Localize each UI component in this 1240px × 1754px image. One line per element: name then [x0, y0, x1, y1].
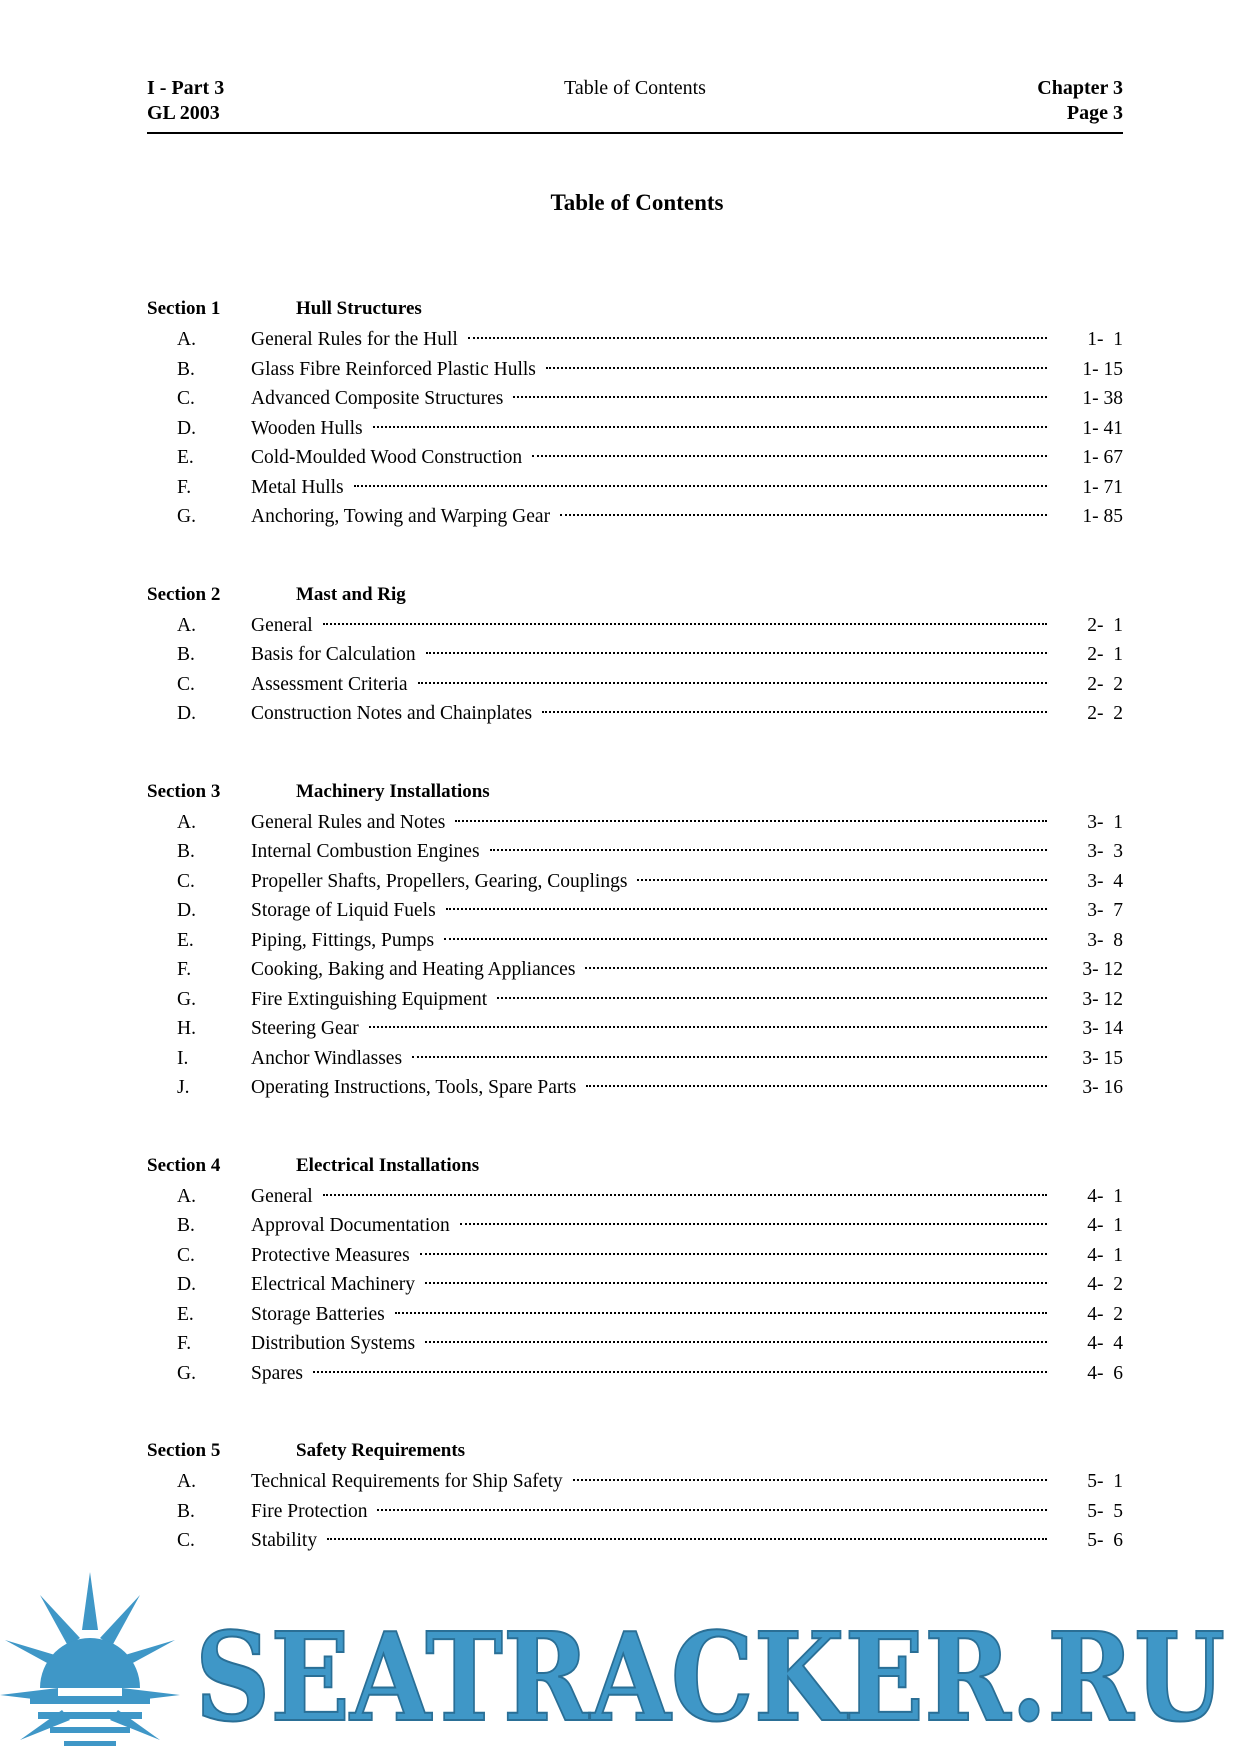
- toc-entry[interactable]: [147, 443, 1123, 473]
- entry-letter: B.: [177, 1500, 195, 1522]
- dot-leader: [323, 623, 1047, 625]
- section-heading: [147, 1435, 1123, 1467]
- section-title: Electrical Installations: [296, 1154, 480, 1176]
- entry-title-line: [251, 1497, 1047, 1527]
- entry-page: 1- 41: [1082, 417, 1123, 439]
- section-number: Section 4: [147, 1154, 221, 1176]
- entry-letter: A.: [177, 811, 196, 833]
- dot-leader: [637, 879, 1047, 881]
- entry-title-line: [251, 1526, 1047, 1556]
- entry-page: 1- 85: [1082, 506, 1123, 527]
- sun-icon: [0, 1572, 180, 1746]
- dot-leader: [327, 1538, 1047, 1540]
- entry-letter: B.: [177, 841, 195, 862]
- entry-page: 4- 2: [1087, 1303, 1123, 1325]
- entry-title: Spares: [251, 1362, 303, 1384]
- page-header: [147, 76, 1123, 134]
- toc-entry[interactable]: [147, 1270, 1123, 1300]
- section-number: Section 5: [147, 1440, 221, 1461]
- toc-section: [147, 579, 1123, 729]
- entry-page: 3- 3: [1087, 841, 1123, 862]
- toc-entry[interactable]: [147, 699, 1123, 729]
- entry-page: 1- 15: [1082, 358, 1123, 380]
- dot-leader: [586, 1085, 1047, 1087]
- entry-page: 4- 1: [1087, 1215, 1123, 1236]
- entry-letter: D.: [177, 703, 196, 724]
- entry-page: 2- 2: [1087, 673, 1123, 695]
- entry-title: Protective Measures: [251, 1244, 410, 1266]
- entry-title: Cold-Moulded Wood Construction: [251, 447, 523, 468]
- entry-page: 4- 1: [1087, 1185, 1123, 1207]
- entry-title: Technical Requirements for Ship Safety: [251, 1471, 563, 1492]
- toc-entry[interactable]: [147, 473, 1123, 503]
- entry-title-line: [251, 808, 1047, 838]
- dot-leader: [377, 1509, 1047, 1511]
- header-page: Page 3: [1066, 102, 1123, 124]
- toc-entry[interactable]: [147, 985, 1123, 1015]
- watermark-text: SEATRACKER.RU: [195, 1605, 1225, 1749]
- dot-leader: [446, 908, 1047, 910]
- entry-title: Distribution Systems: [251, 1333, 416, 1354]
- section-heading: [147, 293, 1123, 325]
- entry-page: 3- 4: [1087, 870, 1123, 892]
- dot-leader: [426, 652, 1047, 654]
- toc-entry[interactable]: [147, 896, 1123, 926]
- toc-entry[interactable]: [147, 837, 1123, 867]
- entry-letter: I.: [177, 1047, 189, 1069]
- dot-leader: [585, 967, 1047, 969]
- entry-title: Fire Extinguishing Equipment: [251, 988, 488, 1010]
- entry-title-line: [251, 985, 1047, 1015]
- entry-title-line: [251, 325, 1047, 355]
- entry-title-line: [251, 1073, 1047, 1103]
- toc-entry[interactable]: [147, 502, 1123, 532]
- entry-title: Fire Protection: [251, 1500, 368, 1522]
- entry-page: 3- 14: [1082, 1018, 1123, 1039]
- entry-page: 2- 1: [1087, 614, 1123, 636]
- toc-entry[interactable]: [147, 1300, 1123, 1330]
- section-title: Safety Requirements: [296, 1440, 466, 1461]
- section-number: Section 3: [147, 780, 221, 802]
- entry-title: Steering Gear: [251, 1018, 359, 1039]
- dot-leader: [532, 455, 1047, 457]
- entry-title: Storage of Liquid Fuels: [251, 900, 436, 921]
- dot-leader: [354, 485, 1047, 487]
- entry-page: 1- 71: [1082, 476, 1123, 498]
- entry-page: 3- 12: [1082, 988, 1123, 1010]
- entry-title: General Rules for the Hull: [251, 329, 458, 350]
- toc-entry[interactable]: [147, 355, 1123, 385]
- entry-title-line: [251, 1270, 1047, 1300]
- toc-entry[interactable]: [147, 955, 1123, 985]
- entry-title: Operating Instructions, Tools, Spare Parts: [251, 1077, 577, 1098]
- entry-letter: A.: [177, 1471, 196, 1492]
- section-title: Machinery Installations: [296, 780, 490, 802]
- entry-letter: F.: [177, 1333, 192, 1354]
- toc-entry[interactable]: [147, 1359, 1123, 1389]
- header-edition: GL 2003: [147, 102, 220, 124]
- entry-letter: D.: [177, 417, 196, 439]
- toc-entry[interactable]: [147, 808, 1123, 838]
- entry-title: Advanced Composite Structures: [251, 388, 504, 409]
- header-right: [1037, 76, 1123, 126]
- entry-page: 3- 1: [1087, 811, 1123, 833]
- toc-entry[interactable]: [147, 1182, 1123, 1212]
- entry-letter: A.: [177, 614, 196, 636]
- entry-letter: G.: [177, 506, 196, 527]
- entry-title-line: [251, 926, 1047, 956]
- entry-letter: D.: [177, 1274, 196, 1295]
- dot-leader: [542, 711, 1047, 713]
- toc-section: [147, 1435, 1123, 1556]
- toc-entry[interactable]: [147, 1526, 1123, 1556]
- toc-entry[interactable]: [147, 1497, 1123, 1527]
- entry-title: General: [251, 614, 313, 636]
- entry-letter: F.: [177, 959, 192, 980]
- entry-title: Propeller Shafts, Propellers, Gearing, Couplings: [251, 870, 628, 892]
- dot-leader: [323, 1194, 1047, 1196]
- entry-letter: C.: [177, 870, 195, 892]
- dot-leader: [497, 997, 1047, 999]
- toc-entry[interactable]: [147, 1014, 1123, 1044]
- entry-title-line: [251, 896, 1047, 926]
- entry-page: 2- 1: [1087, 644, 1123, 665]
- dot-leader: [418, 682, 1047, 684]
- toc-entry[interactable]: [147, 384, 1123, 414]
- toc-entry[interactable]: [147, 1211, 1123, 1241]
- entry-title-line: [251, 355, 1047, 385]
- dot-leader: [573, 1479, 1047, 1481]
- entry-letter: C.: [177, 673, 195, 695]
- entry-title: Anchor Windlasses: [251, 1047, 403, 1069]
- entry-page: 3- 15: [1082, 1047, 1123, 1069]
- entry-letter: C.: [177, 388, 195, 409]
- dot-leader: [420, 1253, 1047, 1255]
- entry-letter: B.: [177, 1215, 195, 1236]
- entry-title-line: [251, 502, 1047, 532]
- section-number: Section 2: [147, 583, 221, 605]
- dot-leader: [395, 1312, 1047, 1314]
- entry-title: Stability: [251, 1530, 318, 1551]
- entry-title: General Rules and Notes: [251, 811, 446, 833]
- entry-title-line: [251, 1044, 1047, 1074]
- entry-title-line: [251, 384, 1047, 414]
- section-heading: [147, 579, 1123, 611]
- entry-letter: A.: [177, 329, 196, 350]
- entry-title-line: [251, 611, 1047, 641]
- entry-letter: J.: [177, 1077, 190, 1098]
- toc-entry[interactable]: [147, 640, 1123, 670]
- toc-entry[interactable]: [147, 414, 1123, 444]
- entry-title-line: [251, 640, 1047, 670]
- entry-title: Anchoring, Towing and Warping Gear: [251, 506, 551, 527]
- entry-title-line: [251, 1467, 1047, 1497]
- entry-title: Approval Documentation: [251, 1215, 450, 1236]
- entry-page: 3- 7: [1087, 900, 1123, 921]
- watermark: [0, 1570, 1240, 1754]
- entry-page: 4- 1: [1087, 1244, 1123, 1266]
- entry-title: Basis for Calculation: [251, 644, 416, 665]
- entry-title-line: [251, 473, 1047, 503]
- entry-title-line: [251, 867, 1047, 897]
- entry-title-line: [251, 1359, 1047, 1389]
- entry-letter: E.: [177, 1303, 194, 1325]
- entry-title-line: [251, 1182, 1047, 1212]
- section-title: Hull Structures: [296, 298, 422, 319]
- entry-page: 1- 67: [1082, 447, 1123, 468]
- entry-letter: E.: [177, 447, 194, 468]
- entry-title: General: [251, 1185, 313, 1207]
- entry-letter: C.: [177, 1244, 195, 1266]
- toc-entry[interactable]: [147, 325, 1123, 355]
- entry-page: 4- 6: [1087, 1362, 1123, 1384]
- dot-leader: [490, 849, 1047, 851]
- entry-title: Wooden Hulls: [251, 417, 363, 439]
- toc-entry[interactable]: [147, 1241, 1123, 1271]
- entry-title-line: [251, 1014, 1047, 1044]
- section-heading: [147, 1150, 1123, 1182]
- entry-letter: D.: [177, 900, 196, 921]
- dot-leader: [444, 938, 1047, 940]
- dot-leader: [369, 1026, 1047, 1028]
- toc-entry[interactable]: [147, 867, 1123, 897]
- entry-title: Construction Notes and Chainplates: [251, 703, 533, 724]
- entry-page: 5- 6: [1087, 1530, 1123, 1551]
- entry-page: 3- 12: [1082, 959, 1123, 980]
- entry-title-line: [251, 1211, 1047, 1241]
- entry-letter: C.: [177, 1530, 195, 1551]
- entry-page: 3- 16: [1082, 1077, 1123, 1098]
- dot-leader: [455, 820, 1047, 822]
- entry-title-line: [251, 699, 1047, 729]
- toc-entry[interactable]: [147, 670, 1123, 700]
- toc-entry[interactable]: [147, 1329, 1123, 1359]
- dot-leader: [425, 1341, 1047, 1343]
- entry-page: 3- 8: [1087, 929, 1123, 951]
- entry-page: 5- 1: [1087, 1471, 1123, 1492]
- header-chapter: Chapter 3: [1037, 77, 1123, 99]
- entry-title-line: [251, 955, 1047, 985]
- dot-leader: [560, 514, 1047, 516]
- toc-section: [147, 776, 1123, 1103]
- entry-page: 1- 38: [1082, 388, 1123, 409]
- dot-leader: [425, 1282, 1047, 1284]
- entry-title: Metal Hulls: [251, 476, 344, 498]
- toc-section: [147, 1150, 1123, 1389]
- toc-section: [147, 293, 1123, 532]
- entry-title: Glass Fibre Reinforced Plastic Hulls: [251, 358, 536, 380]
- entry-letter: G.: [177, 988, 196, 1010]
- entry-title-line: [251, 1241, 1047, 1271]
- document-title: Table of Contents: [550, 190, 724, 215]
- entry-title: Internal Combustion Engines: [251, 841, 480, 862]
- toc-entry[interactable]: [147, 926, 1123, 956]
- entry-page: 4- 2: [1087, 1274, 1123, 1295]
- entry-title: Assessment Criteria: [251, 673, 408, 695]
- entry-title-line: [251, 837, 1047, 867]
- entry-letter: E.: [177, 929, 194, 951]
- section-number: Section 1: [147, 298, 221, 319]
- dot-leader: [546, 367, 1047, 369]
- entry-page: 4- 4: [1087, 1333, 1123, 1354]
- entry-title-line: [251, 414, 1047, 444]
- entry-title: Storage Batteries: [251, 1303, 385, 1325]
- entry-page: 2- 2: [1087, 703, 1123, 724]
- entry-letter: B.: [177, 358, 195, 380]
- dot-leader: [412, 1056, 1047, 1058]
- entry-letter: H.: [177, 1018, 196, 1039]
- entry-page: 5- 5: [1087, 1500, 1123, 1522]
- entry-title-line: [251, 443, 1047, 473]
- header-part: I - Part 3: [147, 77, 225, 99]
- dot-leader: [468, 337, 1047, 339]
- toc-entry[interactable]: [147, 1044, 1123, 1074]
- entry-title: Piping, Fittings, Pumps: [251, 929, 435, 951]
- toc-entry[interactable]: [147, 1073, 1123, 1103]
- dot-leader: [513, 396, 1047, 398]
- entry-letter: A.: [177, 1185, 196, 1207]
- entry-letter: B.: [177, 644, 195, 665]
- toc-entry[interactable]: [147, 611, 1123, 641]
- entry-title-line: [251, 670, 1047, 700]
- entry-title: Electrical Machinery: [251, 1274, 416, 1295]
- toc-entry[interactable]: [147, 1467, 1123, 1497]
- dot-leader: [313, 1371, 1047, 1373]
- entry-title-line: [251, 1300, 1047, 1330]
- entry-title: Cooking, Baking and Heating Appliances: [251, 959, 576, 980]
- entry-letter: G.: [177, 1362, 196, 1384]
- section-title: Mast and Rig: [296, 583, 406, 605]
- table-of-contents: [147, 293, 1123, 1603]
- entry-letter: F.: [177, 476, 192, 498]
- dot-leader: [373, 426, 1047, 428]
- header-center: Table of Contents: [564, 77, 706, 99]
- section-heading: [147, 776, 1123, 808]
- entry-page: 1- 1: [1087, 329, 1123, 350]
- dot-leader: [460, 1223, 1047, 1225]
- entry-title-line: [251, 1329, 1047, 1359]
